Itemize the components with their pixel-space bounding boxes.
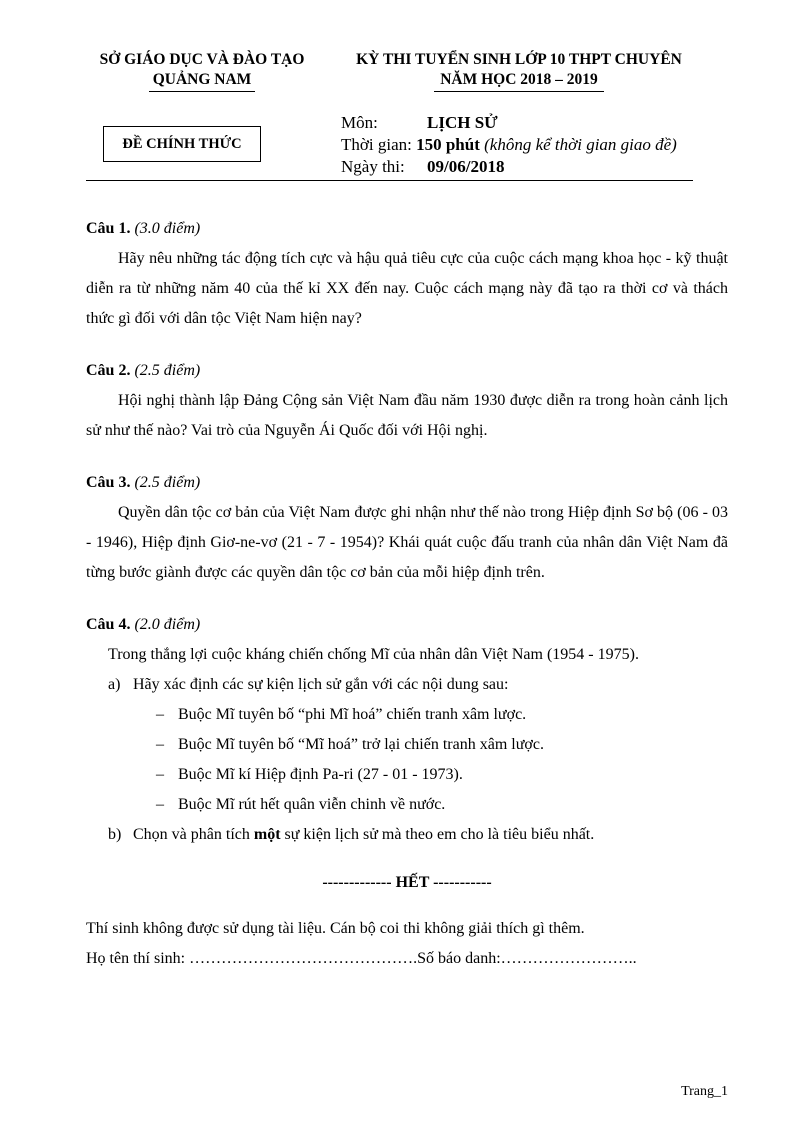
part-a-text: Hãy xác định các sự kiện lịch sử gắn với các nội dung sau: bbox=[133, 676, 509, 693]
header-divider bbox=[86, 180, 693, 181]
bullet-text: Buộc Mĩ kí Hiệp định Pa-ri (27 - 01 - 1973). bbox=[178, 766, 463, 783]
school-year: NĂM HỌC 2018 – 2019 bbox=[434, 70, 604, 92]
subject-row bbox=[341, 112, 677, 134]
end-marker: ------------- HẾT ----------- bbox=[322, 874, 492, 891]
question-1-label: Câu 1. bbox=[86, 220, 131, 237]
exam-content bbox=[86, 214, 728, 974]
question-2-title bbox=[86, 356, 728, 386]
time-value: 150 phút bbox=[416, 135, 480, 154]
time-label: Thời gian: bbox=[341, 135, 412, 154]
question-3-title bbox=[86, 468, 728, 498]
question-4-part-b bbox=[108, 820, 728, 850]
question-4-label: Câu 4. bbox=[86, 616, 131, 633]
exam-title: KỲ THI TUYỂN SINH LỚP 10 THPT CHUYÊN bbox=[356, 51, 682, 68]
exam-header bbox=[334, 50, 704, 92]
exam-meta bbox=[341, 112, 677, 178]
exam-note: Thí sinh không được sử dụng tài liệu. Cán bộ coi thi không giải thích gì thêm. bbox=[86, 920, 585, 937]
subject-label: Môn: bbox=[341, 113, 378, 132]
province-name: QUẢNG NAM bbox=[149, 70, 256, 92]
bullet-text: Buộc Mĩ rút hết quân viễn chinh về nước. bbox=[178, 796, 446, 813]
time-note: (không kể thời gian giao đề) bbox=[484, 135, 677, 154]
question-4-points: (2.0 điểm) bbox=[134, 616, 201, 633]
question-4-part-a bbox=[108, 670, 728, 700]
question-1-text: Hãy nêu những tác động tích cực và hậu quả tiêu cực của cuộc cách mạng khoa học - kỹ thuật diễn ra từ những năm 40 của thế kỉ XX đến nay. Cuộc cách mạng này đã tạo ra thời cơ và thách thức gì đối với dân tộc Việt Nam hiện nay? bbox=[86, 250, 728, 327]
date-row bbox=[341, 156, 677, 178]
question-3-label: Câu 3. bbox=[86, 474, 131, 491]
part-b-text-pre: Chọn và phân tích bbox=[133, 826, 254, 843]
bullet-text: Buộc Mĩ tuyên bố “Mĩ hoá” trở lại chiến tranh xâm lược. bbox=[178, 736, 544, 753]
dash-marker: – bbox=[156, 736, 164, 753]
dash-marker: – bbox=[156, 766, 164, 783]
dash-marker: – bbox=[156, 706, 164, 723]
list-item bbox=[156, 790, 728, 820]
list-item bbox=[156, 730, 728, 760]
date-value: 09/06/2018 bbox=[427, 157, 505, 176]
question-3-text: Quyền dân tộc cơ bản của Việt Nam được ghi nhận như thế nào trong Hiệp định Sơ bộ (06 - 03 - 1946), Hiệp định Giơ-ne-vơ (21 - 7 - 1954)? Khái quát cuộc đấu tranh của nhân dân Việt Nam đã từng bước giành được các quyền dân tộc cơ bản của mỗi hiệp định trên. bbox=[86, 504, 728, 581]
time-row bbox=[341, 134, 677, 156]
question-1-title bbox=[86, 214, 728, 244]
part-a-marker: a) bbox=[108, 676, 121, 693]
subject-value: LỊCH SỬ bbox=[427, 113, 498, 132]
official-exam-box: ĐỀ CHÍNH THỨC bbox=[103, 126, 261, 162]
page-number: Trang_1 bbox=[681, 1084, 728, 1099]
bullet-text: Buộc Mĩ tuyên bố “phi Mĩ hoá” chiến tranh xâm lược. bbox=[178, 706, 527, 723]
question-1-points: (3.0 điểm) bbox=[134, 220, 201, 237]
question-4-intro: Trong thắng lợi cuộc kháng chiến chống Mĩ của nhân dân Việt Nam (1954 - 1975). bbox=[108, 646, 639, 663]
question-2-text: Hội nghị thành lập Đảng Cộng sản Việt Nam đầu năm 1930 được diễn ra trong hoàn cảnh lịch sử như thế nào? Vai trò của Nguyễn Ái Quốc đối với Hội nghị. bbox=[86, 392, 728, 439]
dash-marker: – bbox=[156, 796, 164, 813]
part-b-text-post: sự kiện lịch sử mà theo em cho là tiêu biểu nhất. bbox=[280, 826, 595, 843]
list-item bbox=[156, 700, 728, 730]
list-item bbox=[156, 760, 728, 790]
part-b-text-bold: một bbox=[253, 826, 281, 843]
part-b-marker: b) bbox=[108, 826, 122, 843]
department-name: SỞ GIÁO DỤC VÀ ĐÀO TẠO bbox=[99, 51, 305, 68]
question-3-points: (2.5 điểm) bbox=[134, 474, 201, 491]
date-label: Ngày thi: bbox=[341, 157, 405, 176]
question-4-title bbox=[86, 610, 728, 640]
candidate-info-line: Họ tên thí sinh: …………………………………….Số báo danh:…………………….. bbox=[86, 950, 637, 967]
question-2-label: Câu 2. bbox=[86, 362, 131, 379]
department-header bbox=[86, 50, 318, 92]
question-2-points: (2.5 điểm) bbox=[134, 362, 201, 379]
